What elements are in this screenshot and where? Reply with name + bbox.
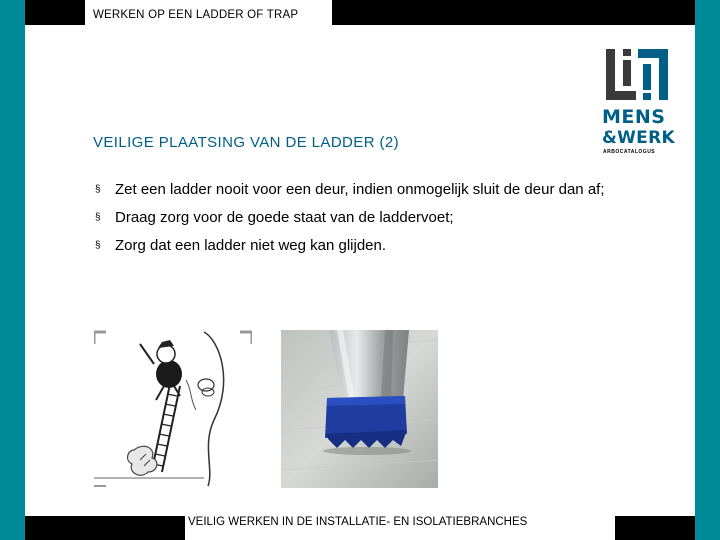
logo-text-mens: MENS [602, 106, 666, 128]
bullet-marker: § [95, 240, 101, 251]
mens-werk-logo [602, 46, 675, 158]
header-text: WERKEN OP EEN LADDER OF TRAP [93, 9, 299, 21]
bullet-marker: § [95, 184, 101, 195]
page-title: VEILIGE PLAATSING VAN DE LADDER (2) [93, 134, 400, 151]
logo-mark-icon [602, 46, 672, 104]
bullet-marker: § [95, 212, 101, 223]
logo-text-arbocatalogus: ARBOCATALOGUS [603, 149, 656, 155]
logo-text-werk: &WERK [602, 128, 675, 148]
ladder-foot-photo [281, 330, 438, 488]
left-border [0, 0, 25, 540]
footer-text: VEILIG WERKEN IN DE INSTALLATIE- EN ISOLATIEBRANCHES [188, 516, 528, 528]
right-border [695, 0, 720, 540]
list-item: § Zet een ladder nooit voor een deur, indien onmogelijk sluit de deur dan af; [95, 181, 605, 198]
list-item: § Draag zorg voor de goede staat van de laddervoet; [95, 209, 454, 226]
list-item: § Zorg dat een ladder niet weg kan glijden. [95, 237, 387, 254]
ladder-cartoon-image [94, 330, 252, 488]
bullet-list [95, 180, 615, 264]
